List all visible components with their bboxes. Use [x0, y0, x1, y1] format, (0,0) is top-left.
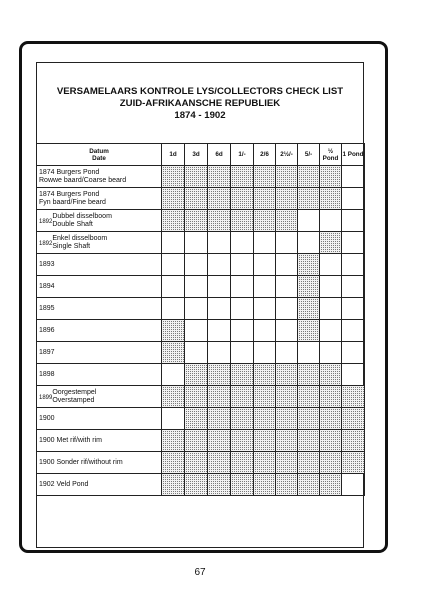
table-row	[37, 364, 365, 386]
checklist-cell[interactable]	[342, 342, 365, 364]
checklist-cell[interactable]	[342, 364, 365, 386]
column-header: 1 Pond	[342, 144, 365, 166]
checklist-cell[interactable]	[231, 320, 254, 342]
date-label-english: Date	[92, 154, 106, 162]
checklist-cell-not-issued	[185, 210, 208, 232]
checklist-cell[interactable]	[342, 166, 365, 188]
checklist-table	[36, 143, 365, 496]
table-header-row	[37, 144, 365, 166]
date-label-afrikaans: Datum	[89, 147, 109, 155]
checklist-cell[interactable]	[231, 232, 254, 254]
checklist-cell[interactable]	[208, 298, 231, 320]
checklist-cell-not-issued	[185, 430, 208, 452]
checklist-cell[interactable]	[298, 232, 320, 254]
checklist-cell[interactable]	[276, 342, 298, 364]
checklist-cell-not-issued	[298, 188, 320, 210]
table-row	[37, 188, 365, 210]
table-row	[37, 474, 365, 496]
checklist-cell[interactable]	[162, 364, 185, 386]
checklist-cell-not-issued	[320, 452, 342, 474]
checklist-cell-not-issued	[276, 408, 298, 430]
column-header: 5/-	[298, 144, 320, 166]
table-row	[37, 276, 365, 298]
checklist-cell[interactable]	[208, 320, 231, 342]
checklist-cell-not-issued	[185, 166, 208, 188]
title-line-1: VERSAMELAARS KONTROLE LYS/COLLECTORS CHECK LIST	[56, 86, 344, 97]
row-date-label	[37, 276, 162, 298]
table-row	[37, 232, 365, 254]
checklist-cell-not-issued	[208, 210, 231, 232]
row-label-line: 1896	[39, 326, 55, 334]
checklist-cell[interactable]	[162, 232, 185, 254]
checklist-cell[interactable]	[320, 210, 342, 232]
checklist-cell-not-issued	[162, 452, 185, 474]
row-date-label	[37, 364, 162, 386]
checklist-cell-not-issued	[185, 386, 208, 408]
checklist-cell-not-issued	[231, 364, 254, 386]
row-label-line: 1902 Veld Pond	[39, 480, 89, 488]
row-date-label	[37, 188, 162, 210]
checklist-cell-not-issued	[231, 166, 254, 188]
checklist-cell-not-issued	[298, 364, 320, 386]
table-row	[37, 210, 365, 232]
checklist-cell-not-issued	[276, 386, 298, 408]
row-date-label	[37, 166, 162, 188]
checklist-cell[interactable]	[254, 320, 276, 342]
checklist-cell-not-issued	[298, 386, 320, 408]
checklist-cell-not-issued	[342, 430, 365, 452]
checklist-cell-not-issued	[320, 474, 342, 496]
column-header: ½ Pond	[320, 144, 342, 166]
checklist-cell-not-issued	[162, 386, 185, 408]
checklist-cell-not-issued	[298, 166, 320, 188]
table-row	[37, 298, 365, 320]
checklist-cell-not-issued	[162, 166, 185, 188]
row-label-line: Dubbel disselboom	[52, 212, 112, 220]
checklist-cell[interactable]	[162, 276, 185, 298]
column-header: 3d	[185, 144, 208, 166]
column-header: 2½/-	[276, 144, 298, 166]
checklist-cell[interactable]	[231, 342, 254, 364]
checklist-cell[interactable]	[276, 254, 298, 276]
checklist-cell-not-issued	[231, 210, 254, 232]
checklist-cell-not-issued	[254, 408, 276, 430]
row-label-line: 1874 Burgers Pond	[39, 168, 100, 176]
row-date-label	[37, 342, 162, 364]
checklist-cell[interactable]	[298, 210, 320, 232]
checklist-cell-not-issued	[185, 452, 208, 474]
checklist-cell-not-issued	[231, 188, 254, 210]
column-header: 1d	[162, 144, 185, 166]
checklist-cell[interactable]	[208, 232, 231, 254]
row-date-label	[37, 386, 162, 408]
checklist-cell[interactable]	[185, 276, 208, 298]
checklist-cell[interactable]	[185, 232, 208, 254]
checklist-cell-not-issued	[231, 408, 254, 430]
table-row	[37, 166, 365, 188]
checklist-cell[interactable]	[342, 474, 365, 496]
checklist-cell-not-issued	[185, 188, 208, 210]
checklist-cell-not-issued	[254, 166, 276, 188]
row-date-label	[37, 210, 162, 232]
checklist-body	[37, 166, 365, 496]
checklist-cell-not-issued	[342, 452, 365, 474]
date-column-header	[37, 144, 162, 166]
checklist-cell-not-issued	[208, 452, 231, 474]
row-date-label	[37, 298, 162, 320]
row-label-line: Fyn baard/Fine beard	[39, 198, 106, 206]
checklist-cell-not-issued	[208, 188, 231, 210]
row-label-line: 1893	[39, 260, 55, 268]
checklist-cell[interactable]	[254, 298, 276, 320]
checklist-cell-not-issued	[342, 408, 365, 430]
checklist-cell[interactable]	[231, 254, 254, 276]
row-year: 1892	[39, 240, 53, 247]
table-row	[37, 342, 365, 364]
checklist-cell[interactable]	[320, 342, 342, 364]
title-line-2: ZUID-AFRIKAANSCHE REPUBLIEK	[119, 98, 281, 109]
table-row	[37, 408, 365, 430]
table-row	[37, 452, 365, 474]
checklist-cell-not-issued	[298, 254, 320, 276]
checklist-cell-not-issued	[231, 474, 254, 496]
row-description	[52, 389, 96, 405]
checklist-cell[interactable]	[342, 320, 365, 342]
checklist-cell-not-issued	[320, 386, 342, 408]
checklist-cell[interactable]	[342, 298, 365, 320]
checklist-cell[interactable]	[185, 254, 208, 276]
checklist-cell-not-issued	[276, 166, 298, 188]
checklist-cell[interactable]	[342, 276, 365, 298]
checklist-cell-not-issued	[298, 452, 320, 474]
checklist-cell[interactable]	[276, 276, 298, 298]
checklist-cell[interactable]	[342, 232, 365, 254]
row-date-label	[37, 232, 162, 254]
checklist-cell-not-issued	[254, 386, 276, 408]
checklist-cell-not-issued	[254, 188, 276, 210]
checklist-cell[interactable]	[208, 276, 231, 298]
checklist-cell[interactable]	[276, 232, 298, 254]
checklist-cell-not-issued	[320, 364, 342, 386]
checklist-cell-not-issued	[208, 430, 231, 452]
checklist-cell[interactable]	[276, 298, 298, 320]
row-date-label	[37, 408, 162, 430]
checklist-cell[interactable]	[208, 342, 231, 364]
checklist-cell[interactable]	[254, 342, 276, 364]
checklist-cell-not-issued	[254, 210, 276, 232]
checklist-cell[interactable]	[231, 276, 254, 298]
checklist-cell-not-issued	[342, 386, 365, 408]
checklist-cell-not-issued	[276, 474, 298, 496]
row-description	[52, 213, 112, 229]
checklist-cell[interactable]	[254, 232, 276, 254]
row-date-label	[37, 254, 162, 276]
table-row	[37, 254, 365, 276]
checklist-cell[interactable]	[254, 276, 276, 298]
checklist-cell[interactable]	[320, 254, 342, 276]
checklist-cell-not-issued	[231, 430, 254, 452]
checklist-cell[interactable]	[276, 320, 298, 342]
checklist-cell-not-issued	[208, 408, 231, 430]
row-label-line: 1900 Sonder rif/without rim	[39, 458, 123, 466]
row-label-line: Single Shaft	[52, 242, 91, 250]
checklist-cell-not-issued	[320, 166, 342, 188]
checklist-cell-not-issued	[254, 452, 276, 474]
row-date-label	[37, 474, 162, 496]
row-date-label	[37, 452, 162, 474]
row-date-label	[37, 430, 162, 452]
checklist-cell-not-issued	[208, 386, 231, 408]
checklist-cell[interactable]	[162, 298, 185, 320]
checklist-cell-not-issued	[320, 430, 342, 452]
checklist-cell-not-issued	[162, 342, 185, 364]
checklist-cell-not-issued	[208, 474, 231, 496]
checklist-cell-not-issued	[298, 430, 320, 452]
checklist-cell[interactable]	[185, 342, 208, 364]
checklist-cell-not-issued	[208, 364, 231, 386]
checklist-cell[interactable]	[298, 342, 320, 364]
checklist-cell-not-issued	[162, 474, 185, 496]
checklist-cell-not-issued	[162, 210, 185, 232]
checklist-cell-not-issued	[185, 364, 208, 386]
table-row	[37, 320, 365, 342]
column-header: 2/6	[254, 144, 276, 166]
row-label-line: Double Shaft	[52, 220, 93, 228]
row-label-line: Rowwe baard/Coarse beard	[39, 176, 127, 184]
row-label-line: 1894	[39, 282, 55, 290]
checklist-cell-not-issued	[276, 364, 298, 386]
checklist-cell-not-issued	[298, 408, 320, 430]
row-label-line: Overstamped	[52, 396, 95, 404]
checklist-cell-not-issued	[298, 276, 320, 298]
checklist-title	[36, 86, 364, 122]
checklist-cell-not-issued	[320, 188, 342, 210]
checklist-cell-not-issued	[276, 188, 298, 210]
row-label-line: 1897	[39, 348, 55, 356]
checklist-cell-not-issued	[254, 474, 276, 496]
checklist-cell[interactable]	[254, 254, 276, 276]
row-label-line: Enkel disselboom	[52, 234, 108, 242]
checklist-cell-not-issued	[185, 474, 208, 496]
row-year: 1892	[39, 218, 53, 225]
row-label-line: Oorgestempel	[52, 388, 97, 396]
checklist-cell[interactable]	[342, 188, 365, 210]
checklist-cell-not-issued	[208, 166, 231, 188]
checklist-cell-not-issued	[276, 452, 298, 474]
row-year: 1899	[39, 394, 53, 401]
checklist-cell-not-issued	[254, 430, 276, 452]
row-label-line: 1900	[39, 414, 55, 422]
checklist-cell[interactable]	[231, 298, 254, 320]
table-row	[37, 386, 365, 408]
checklist-cell[interactable]	[185, 298, 208, 320]
checklist-cell-not-issued	[231, 386, 254, 408]
row-label-line: 1874 Burgers Pond	[39, 190, 100, 198]
checklist-cell-not-issued	[320, 232, 342, 254]
checklist-cell[interactable]	[162, 254, 185, 276]
checklist-cell[interactable]	[342, 210, 365, 232]
checklist-cell-not-issued	[298, 320, 320, 342]
checklist-cell-not-issued	[276, 210, 298, 232]
checklist-cell[interactable]	[320, 276, 342, 298]
checklist-cell-not-issued	[276, 430, 298, 452]
checklist-cell-not-issued	[298, 298, 320, 320]
column-header: 6d	[208, 144, 231, 166]
row-label-line: 1895	[39, 304, 55, 312]
row-label-line: 1900 Met rif/with rim	[39, 436, 103, 444]
checklist-cell[interactable]	[320, 298, 342, 320]
checklist-cell[interactable]	[342, 254, 365, 276]
checklist-cell-not-issued	[320, 408, 342, 430]
checklist-cell-not-issued	[254, 364, 276, 386]
checklist-cell[interactable]	[162, 408, 185, 430]
row-description	[52, 235, 107, 251]
row-label-line: 1898	[39, 370, 55, 378]
table-row	[37, 430, 365, 452]
checklist-cell[interactable]	[320, 320, 342, 342]
checklist-cell[interactable]	[208, 254, 231, 276]
title-line-3: 1874 - 1902	[174, 110, 226, 121]
checklist-cell-not-issued	[162, 188, 185, 210]
checklist-cell-not-issued	[298, 474, 320, 496]
checklist-cell-not-issued	[162, 430, 185, 452]
row-date-label	[37, 320, 162, 342]
page-number: 67	[194, 567, 206, 578]
checklist-cell-not-issued	[162, 320, 185, 342]
checklist-cell-not-issued	[231, 452, 254, 474]
column-header: 1/-	[231, 144, 254, 166]
checklist-cell-not-issued	[185, 408, 208, 430]
checklist-cell[interactable]	[185, 320, 208, 342]
